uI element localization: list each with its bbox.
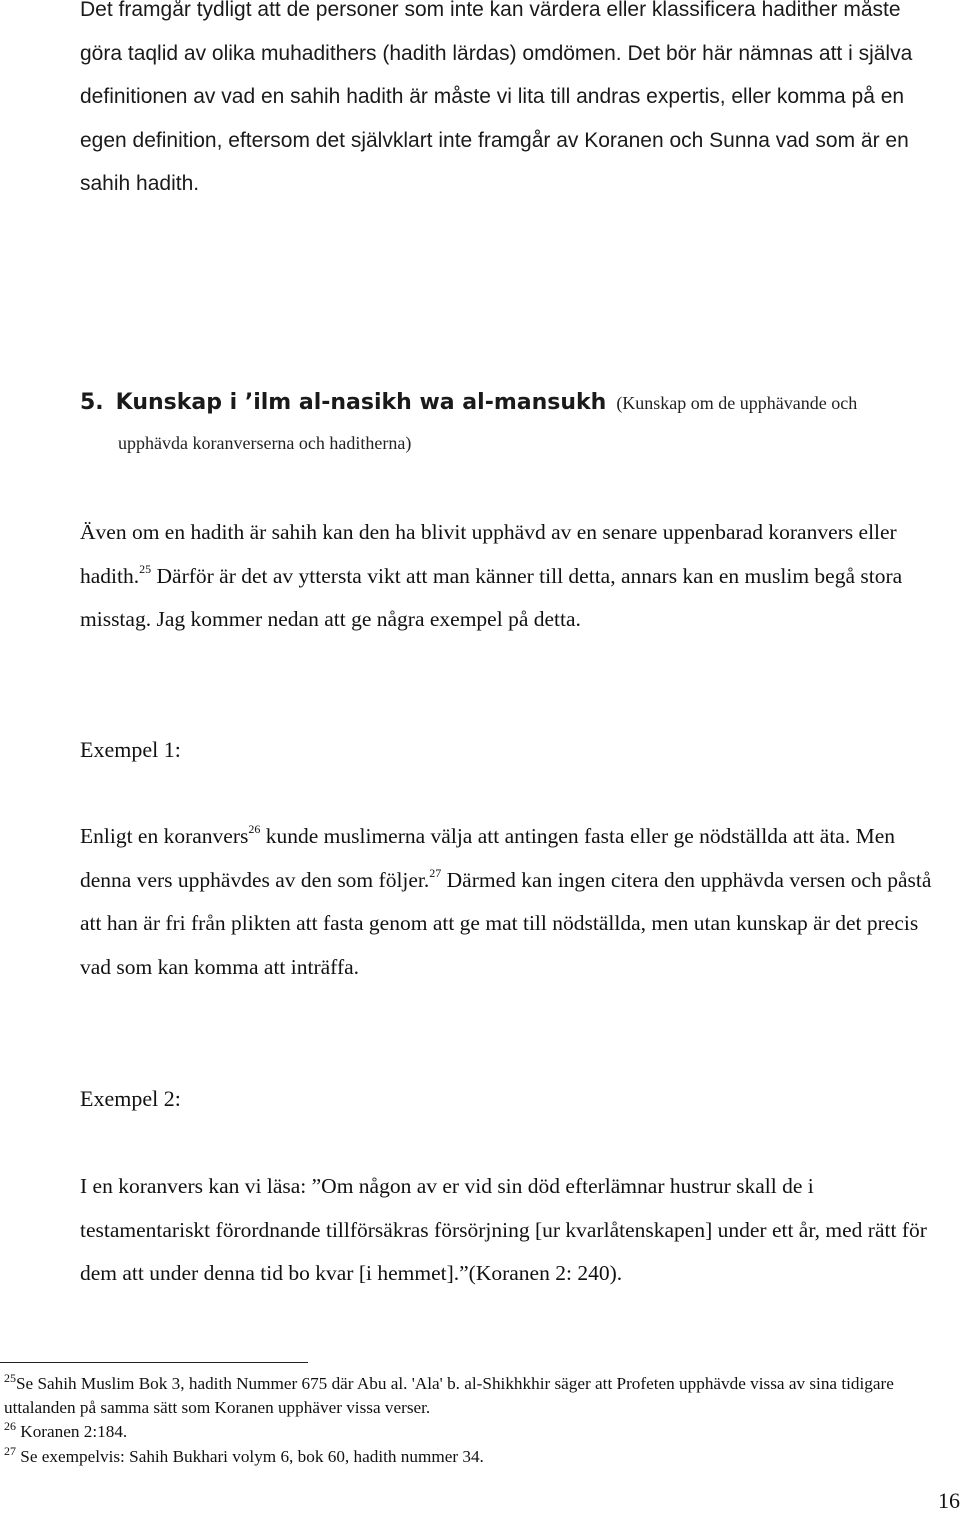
example-1-text: Enligt en koranvers [80, 824, 249, 848]
footnote-27 [4, 1445, 954, 1469]
footnote-number: 25 [4, 1371, 16, 1385]
example-2-title: Exempel 2: [80, 1086, 181, 1111]
section-subtitle: (Kunskap om de upphävande och [616, 393, 858, 413]
section-paragraph-text-cont: Därför är det av yttersta vikt att man känner till detta, annars kan en muslim begå stora misstag. Jag kommer nedan att ge några exempel på detta. [80, 563, 903, 632]
footnote-text: Se Sahih Muslim Bok 3, hadith Nummer 675 där Abu al. 'Ala' b. al-Shikhkhir säger att Profeten upphävde vissa av sina tidigare uttalanden på samma sätt som Koranen upphäver vissa verser. [4, 1374, 894, 1418]
intro-paragraph: Det framgår tydligt att de personer som inte kan värdera eller klassificera hadither måste göra taqlid av olika muhadithers (hadith lärdas) omdömen. Det bör här nämnas att i själva definitionen av vad en sahih hadith är måste vi lita till andras expertis, eller komma på en egen definition, eftersom det självklart inte framgår av Koranen och Sunna vad som är en sahih hadith. [80, 0, 913, 195]
footnote-ref-26[interactable]: 26 [248, 822, 261, 836]
section-title: Kunskap i ’ilm al-nasikh wa al-mansukh [115, 390, 607, 415]
example-1-text-end: Därmed kan ingen citera den upphävda versen och påstå att han är fri från plikten att fasta genom att ge mat till nödställda, men utan kunskap är det precis vad som kan komma att inträffa. [80, 867, 932, 979]
section-paragraph-text: Även om en hadith är sahih kan den ha blivit upphävd av en senare uppenbarad koranvers eller hadith. [80, 520, 897, 588]
section-number: 5. [80, 390, 104, 415]
footnote-26 [4, 1420, 954, 1444]
page-number: 16 [938, 1488, 960, 1513]
example-1-title: Exempel 1: [80, 737, 181, 762]
footnote-text: Se exempelvis: Sahih Bukhari volym 6, bok 60, hadith nummer 34. [16, 1446, 484, 1466]
footnote-separator [0, 1362, 308, 1363]
footnote-number: 27 [4, 1443, 16, 1458]
footnote-25 [4, 1372, 954, 1420]
footnote-ref-25[interactable]: 25 [139, 561, 152, 576]
section-subtitle-continued: upphävda koranverserna och haditherna) [118, 433, 412, 453]
section-paragraph [80, 511, 940, 642]
footnote-number: 26 [4, 1419, 16, 1434]
example-1-paragraph [80, 815, 940, 989]
footnotes [4, 1372, 954, 1469]
section-heading [80, 390, 940, 470]
example-2-paragraph: I en koranvers kan vi läsa: ”Om någon av er vid sin död efterlämnar hustrur skall de i testamentariskt förordnande tillförsäkras försörjning [ur kvarlåtenskapen] under ett år, med rätt för dem att under denna tid bo kvar [i hemmet].”(Koranen 2: 240). [80, 1174, 927, 1286]
footnote-text: Koranen 2:184. [16, 1422, 128, 1442]
example-1-text-cont: kunde muslimerna välja att antingen fasta eller ge nödställda att äta. Men denna vers upphävdes av den som följer. [80, 824, 896, 892]
footnote-ref-27[interactable]: 27 [429, 865, 442, 880]
